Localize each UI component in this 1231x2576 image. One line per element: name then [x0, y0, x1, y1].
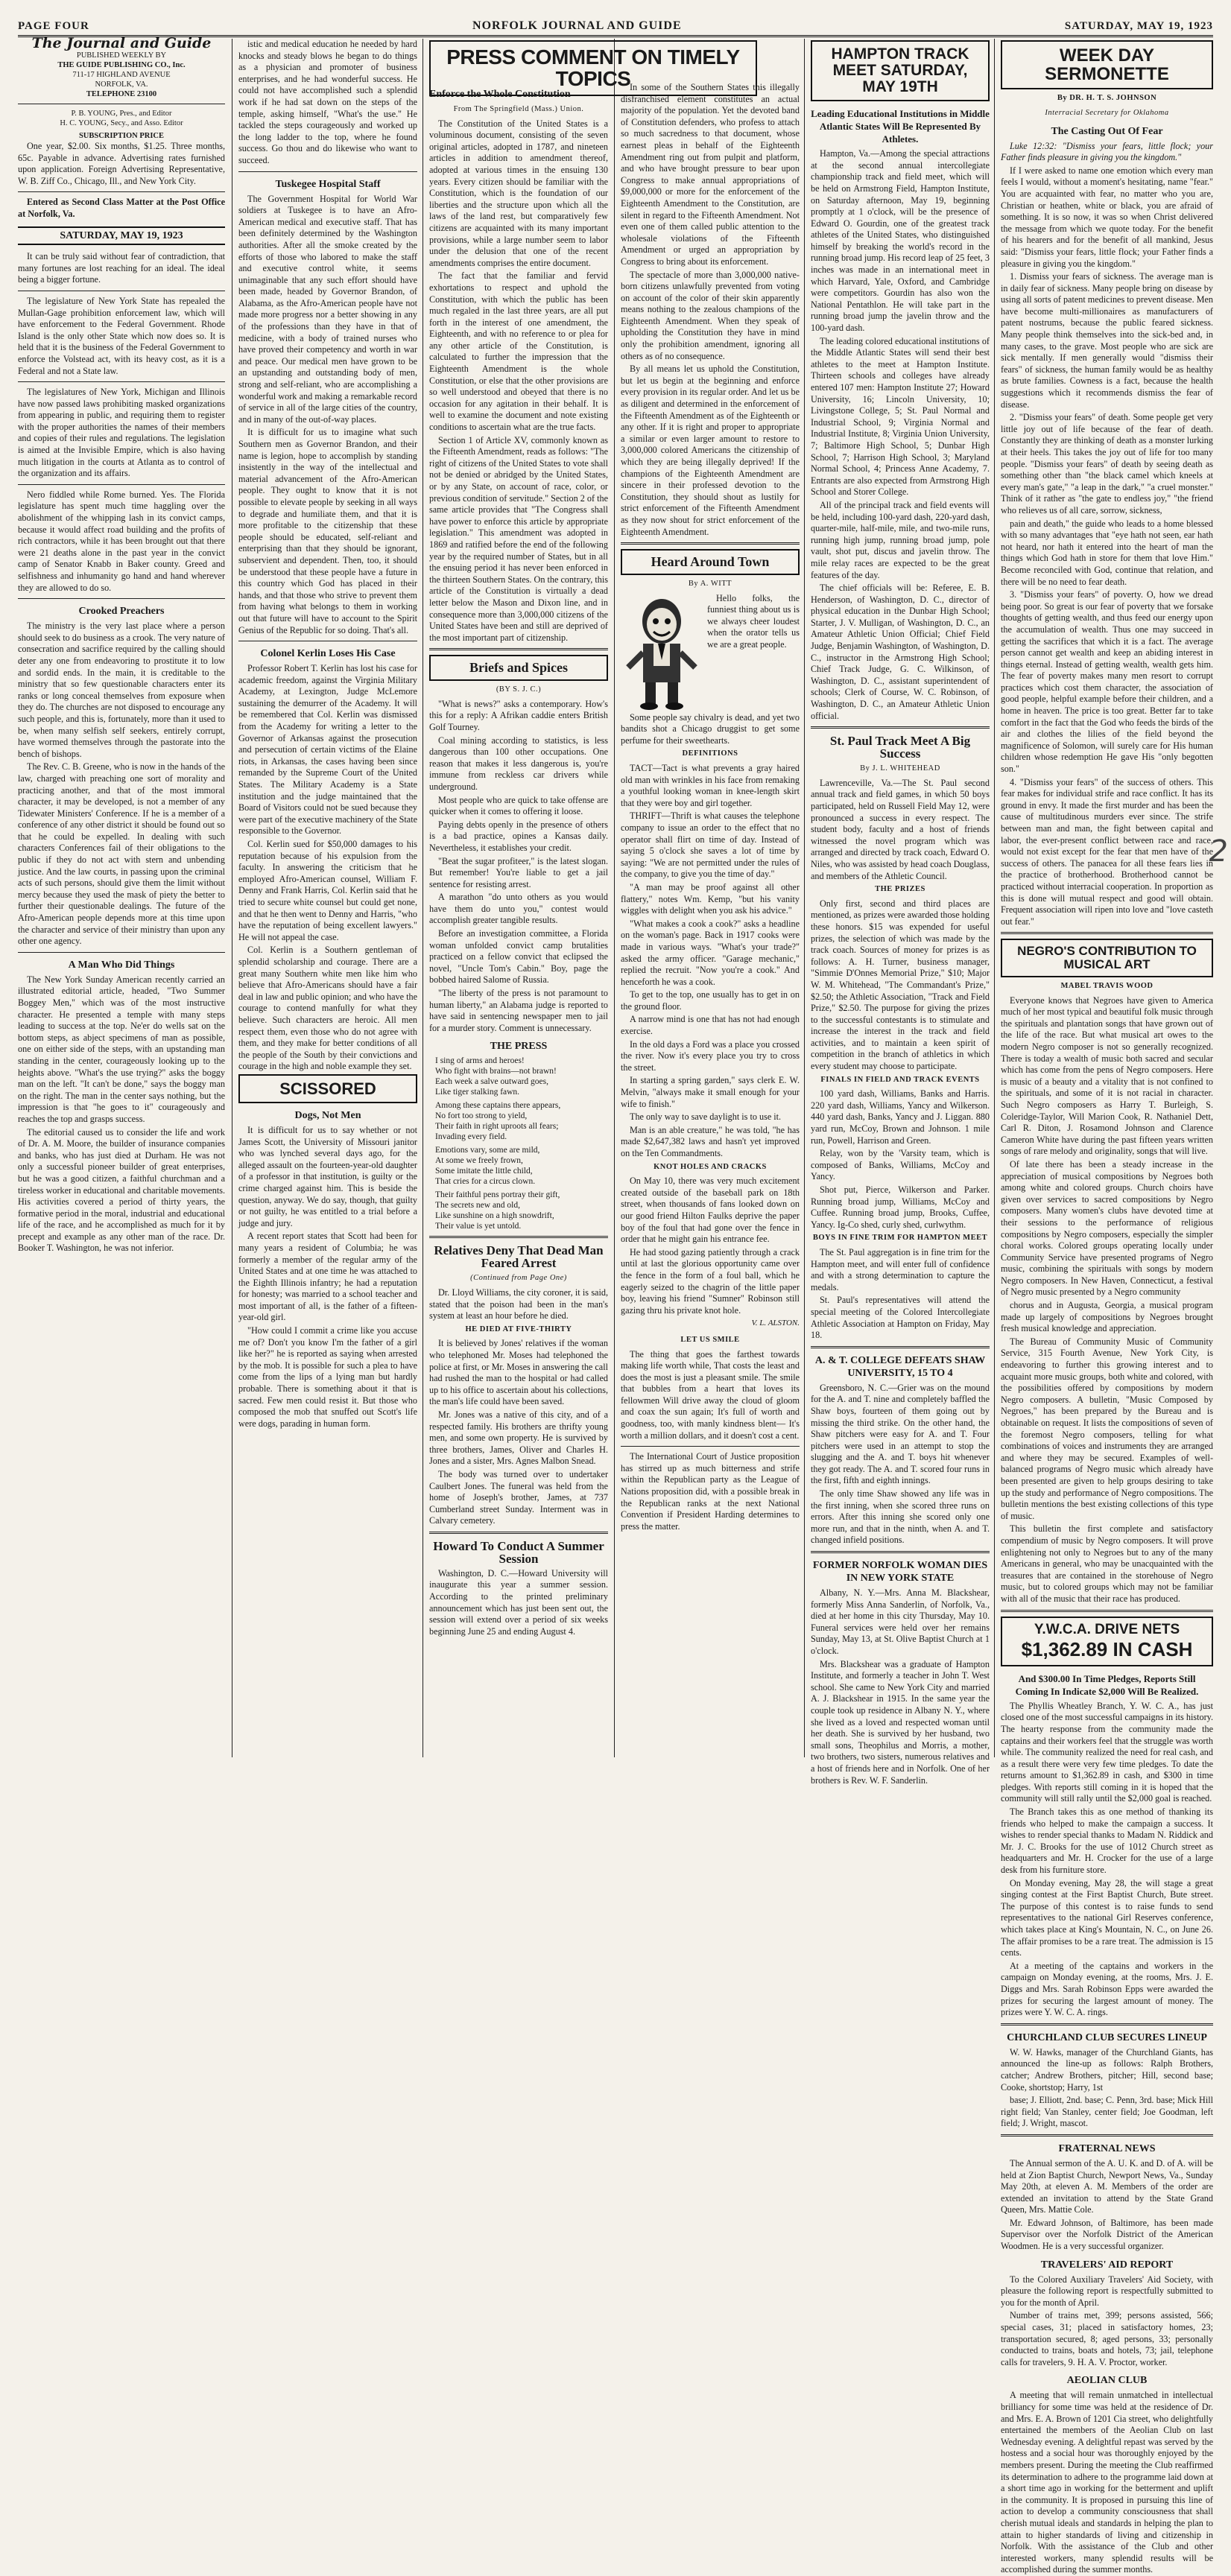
subscription-heading: SUBSCRIPTION PRICE — [78, 132, 165, 140]
negro-byline: MABEL TRAVIS WOOD — [1060, 982, 1154, 991]
ywca-headline-line-1: Y.W.C.A. DRIVE NETS — [1034, 1621, 1180, 1637]
ywca-subhead: And $300.00 In Time Pledges, Reports Still Coming In Indicate $2,000 Will Be Realized. — [1015, 1672, 1199, 1697]
aeolian-paragraph: A meeting that will remain unmatched in intellectual brilliancy for some time was held at the residence of Dr. and Mrs. E. A. Brown of 1201 Cia street, who delightfully entertained the members of the Aeolian Club on last Wednesday evening. A delightful repast was served by the hostess and a social hour was thoroughly enjoyed by the members present. During the meeting the Club reaffirmed its determination to adhere to the programme laid down at a short time ago in working for the betterment and uplift in the community. It is proposed in pursuing this line of action to develop a community consciousness that shall cherish mutual ideals and standards in helping the plan to attain to higher standards of living and citizenship in Norfolk. With the assistance of the Club and other interested workers, many splendid results will be accomplished during the summer months. — [1001, 2390, 1213, 2575]
headline-fraternal-news: FRATERNAL NEWS — [1058, 2142, 1156, 2154]
hampton-paragraph: The leading colored educational institutions of the Middle Atlantic States will send their best athletes to the meet at Hampton Institute. Thirteen schools and colleges have already entered 107 men: Hampton Institute 27; Howard University, 16; Lincoln University, 10; Livingstone College, 5; St. Paul Normal and Industrial School, 9; Virginia Normal and Industrial Institute, 8; Virginia Union University, 7; Baltimore High School, 5; Dunbar High School, 7; Harrison High School, 3; Maryland Normal School, 4; Princess Anne Academy, 7. Entrants are also expected from Armstrong High School and Storer College. — [811, 335, 990, 498]
relatives-continued: (Continued from Page One) — [470, 1274, 567, 1283]
ywca-paragraph: At a meeting of the captains and workers in the campaign on Monday evening, at the rooms, Mrs. J. E. Diggs and Mrs. Sarah Robinson Epps were awarded the prizes for securing the largest amount of money. The prizes were Y. W. C. A. rings. — [1001, 1960, 1213, 2018]
column-sermonette — [1001, 39, 1213, 2575]
headline-howard-summer-session: Howard To Conduct A Summer Session — [433, 1538, 604, 1566]
prizes-heading: THE PRIZES — [875, 885, 925, 894]
editorial-paragraph: It is difficult for us to imagine what such Southern men as Governor Brandon, and their name is legion, hope to accomplish by standing insistently in the way of the intellectual and material advancement of the Afro-American people. They ought to know that it is not possible to elevate people by seeking in all ways to degrade and humiliate them, and that it is more profitable to the citizenship that these people should be educated, self-reliant and enterprising than that they should be ignorant, subservient and dependent. Then, too, it should be understood that these people have a future in this country which God has placed in their hands, and that those who strive to prevent them from having what belongs to them in working out that future will have to account to the Spirit Genius of the Republic for so doing. That's all. — [238, 427, 417, 635]
headline-relatives-deny: Relatives Deny That Dead Man Feared Arrest — [434, 1243, 604, 1271]
music-paragraph: The Bureau of Community Music of Community Service, 315 Fourth Avenue, New York City, is endeavoring to further this growing interest and to acquaint more music groups, both white and colored, with the possibilities offered by compositions by modern Negro composers. A bulletin, "Music Composed by Negroes," has been prepared by the Bureau and is obtainable on request. It lists the compositions of seven of the foremost Negro composers, telling for what combinations of voices and instruments they are arranged and where they may be secured. Examples of well-balanced programs of Negro music which already have been presented are given to help groups desiring to take up the study and performance of Negro compositions. The bulletin mentions the best existing collections of this type of music. — [1001, 1336, 1213, 1521]
sermonette-paragraph: 2. "Dismiss your fears" of death. Some people get very little joy out of life because of the fear of death. Constantly they are thinking of death as a monster lurking at their heels. This takes the joy out of life for too many people. "Dismiss your fears" of death by seeing death as something other than "the black camel which kneels at every man's gate," "a leap in the dark," "a cruel monster." Think of it rather as "the gate to endless joy," "the friend who relieves us of all care, sorrow, sickness, — [1001, 412, 1213, 515]
sermonette-byline: By DR. H. T. S. JOHNSON — [1057, 94, 1157, 103]
sermonette-paragraph: 1. Dismiss your fears of sickness. The average man is in daily fear of sickness. Many people bring on disease by using all sorts of patent medicines to prevent disease. Men have become multi-millionaires as manufacturers of patent nostrums, because the public feared sickness. Many people think themselves into the sick-bed and, in many cases, to the grave. Most people who are sick are sick mentally. If men generally would "dismiss their fears" of sickness, the human family would be as healthy as brute families. Cowness is a fact, because the health suggestions which it recommends dismiss the fear of disease. — [1001, 271, 1213, 410]
heard-paragraph: The thing that goes the farthest towards making life worth while, That costs the least and does the most is just a pleasant smile. The smile that bubbles from a heart that loves its fellowmen Will drive away the cloud of gloom and coax the sun again; It's full of worth and goodness, too, with manly kindness blent— It's worth a million dollars, and it doesn't cost a cent. — [621, 1348, 800, 1441]
editorial-paragraph: It can be truly said without fear of contradiction, that many fortunes are lost reaching for an ideal. The ideal being a bigger fortune. — [18, 251, 225, 285]
headline-the-press: THE PRESS — [490, 1041, 548, 1053]
masthead — [18, 35, 225, 141]
caricature-illustration — [621, 593, 703, 712]
ywca-headline-line-2: $1,362.89 IN CASH — [1021, 1638, 1193, 1661]
fraternal-paragraph: The Annual sermon of the A. U. K. and D. of A. will be held at Zion Baptist Church, Newport News, Va., Sunday May 20th, at eleven A. M. Members of the order are extended an invitation to attend by the State Grand Queen, Mrs. Mattie Cole. — [1001, 2157, 1213, 2215]
masthead-line: TELEPHONE 23100 — [86, 90, 157, 98]
press-paragraph: By all means let us uphold the Constitution, but let us begin at the beginning and enforce every provision in its regular order. And let us be as diligent and determined in the enforcement of the Fifteenth Amendment as of the Eighteenth or any other. If it is right and proper to appropriate a similar or even larger amount to restore to 3,000,000 colored Americans the citizenship of which they are being illegally deprived! If the champions of the Eighteenth Amendment are sincere in their professed devotion to the Constitution, they should shout as lustily for strict enforcement of the Fifteenth Amendment as they now shout for strict enforcement of the Eighteenth Amendment. — [621, 364, 800, 537]
at-paragraph: The only time Shaw showed any life was in the first inning, when she scored three runs on errors. After this inning she scored only one more run, and that in the ninth, when A. and T. changed infield positions. — [811, 1488, 990, 1546]
column-press-2 — [621, 39, 800, 1757]
heard-around-town-heading: Heard Around Town — [621, 549, 800, 575]
relatives-paragraph: It is believed by Jones' relatives if the woman who telephoned Mr. Moses had telephoned the police at first, or Mr. Moses in answering the call had rushed the man to the hospital or had called up to his office to ascertain about his collections, the man's life could have been saved. — [429, 1338, 608, 1407]
briefs-byline: (BY S. J. C.) — [496, 685, 542, 694]
music-paragraph: chorus and in Augusta, Georgia, a musical program made up largely of compositions by Negroes brought fresh musical knowledge and appreciation. — [1001, 1300, 1213, 1334]
press-paragraph: The fact that the familiar and fervid exhortations to respect and uphold the Constitution, with which the public has been much regaled in the last three years, are all put forth in the interest of one amendment, the Eighteenth, and with no reference to or plea for any other article of the Constitution, is calculated to further the impression that the Eighteenth Amendment is the whole Constitution, or else that the other provisions are so well understood and obeyed that there is no occasion for any agitation in their behalf. It is well to examine the document and note existing conditions to ascertain what are the true facts. — [429, 270, 608, 433]
heard-paragraph: THRIFT—Thrift is what causes the telephone company to issue an order to the effect that no operator shall flirt on time of day. Instead of saying 5 o'clock she saves a lot of time by saying: "We are not permitted under the rules of the company, to give you the time of day." — [621, 810, 800, 880]
folio-line — [18, 13, 1213, 37]
hampton-subhead: Leading Educational Institutions in Middle Atlantic States Will Be Represented By Athletes. — [811, 108, 990, 145]
brief-item: "Beat the sugar profiteer," is the latest slogan. But remember! You're liable to get a jail sentence for resisting arrest. — [429, 855, 608, 889]
heard-paragraph: Man is an able creature," he was told, "he has made $2,647,382 laws and hasn't yet improved on the Ten Commandments. — [621, 1124, 800, 1159]
brief-item: Coal mining according to statistics, is less dangerous than 100 other occupations. One reason that makes it less dangerous is, you're immune from reckless car drivers while underground. — [429, 735, 608, 792]
press-comment-banner: PRESS COMMENT ON TIMELY TOPICS — [429, 40, 757, 96]
masthead-line: 711-17 HIGHLAND AVENUE — [72, 71, 171, 79]
masthead-line: NORFOLK, VA. — [95, 80, 148, 89]
sermonette-byline-2: Interracial Secretary for Oklahoma — [1045, 108, 1169, 117]
heard-paragraph: To get to the top, one usually has to get in on the ground floor. — [621, 989, 800, 1012]
editorial-paragraph: istic and medical education he needed by hard knocks and steady blows he began to do things as a physician and promoter of business enterprises, and he had wonderful success. He could not have accomplished such a splendid work if he had sat down on the steps of the temple, asking himself, "What's the use." He tackled the steps courageously and worked up the long ladder to the top, where he found success. Go thou and do likewise who want to succeed. — [238, 39, 417, 165]
fraternal-paragraph: Mr. Edward Johnson, of Baltimore, has been made Supervisor over the Norfolk District of the American Woodmen. He is a very successful organizer. — [1001, 2217, 1213, 2252]
sermonette-paragraph: pain and death," the guide who leads to a home blessed with so many advantages that "eye hath not seen, ear hath not heard, nor hath it entered into the heart of man the things which God hath in store for them that love Him." Become reconciled with God, continue that relation, and there will be no need to fear death. — [1001, 518, 1213, 587]
hampton-paragraph: Hampton, Va.—Among the special attractions at the second annual intercollegiate championship track and field meet, which will be held on Armstrong Field, Hampton Institute, on Saturday afternoon, May 19, beginning promptly at 1 o'clock, will be the presence of Edward O. Gourdin, one of the greatest track athletes of the United States, who distinguished himself by breaking the world's record in the running broad jump. His record leap of 25 feet, 3 inches was made in an international meet in which Harvard, Yale, Oxford, and Cambridge were competitors. Gourdin has also won the National Pentathlon. He will take part in the running broad jump the javelin throw and the 100-yard dash. — [811, 148, 990, 334]
editorial-date: SATURDAY, MAY 19, 1923 — [18, 226, 225, 246]
heard-paragraph: The only way to save daylight is to use it. — [630, 1111, 782, 1123]
heard-paragraph: A narrow mind is one that has not had enough exercise. — [621, 1014, 800, 1037]
heard-paragraph: In the old days a Ford was a place you crossed the river. Now it's every place you try to cross the street. — [621, 1038, 800, 1073]
entered-notice: Entered as Second Class Matter at the Post Office at Norfolk, Va. — [18, 197, 225, 219]
ywca-headline — [1001, 1617, 1213, 1666]
headline-at-college: A. & T. COLLEGE DEFEATS SHAW UNIVERSITY, 15 TO 4 — [814, 1354, 986, 1379]
heard-paragraph: On May 10, there was very much excitement created outside of the baseball park on 18th street, when thousands of fans looked down on our good friend Hilton Faulks deprive the paper boy of the foul that had gone over the fence in order that he might gain his entrance fee. — [621, 1176, 800, 1245]
briefs-heading: Briefs and Spices — [429, 655, 608, 681]
definitions-heading: DEFINITIONS — [682, 749, 738, 758]
hampton-paragraph: The chief officials will be: Referee, E. B. Henderson, of Washington, D. C., director of physical education in the Dunbar High School; Starter, J. V. Mulligan, of Washington, D. C., an Amateur Athletic Union Official; Chief Field Judge, Benjamin Washington, of Washington, D. C., instructor in the Armstrong High School; Chief Track Judge, G. C. Wilkinson, of Washington, D. C., assistant superintendent of schools; Clerk of Course, W. C. Robinson, of Washington, D. C., an Amateur Athletic Union official. — [811, 583, 990, 721]
st-paul-paragraph: St. Paul's representatives will attend the special meeting of the Colored Intercollegiate Athletic Association at Hampton on Friday, May 18. — [811, 1295, 990, 1341]
press-paragraph: The Constitution of the United States is a voluminous document, consisting of the seven original articles, adopted in 1787, and nineteen articles in addition to amendment thereof, adopted at various times in the ensuing 130 years. Every citizen should be familiar with the Constitution, which is the foundation of our liberties and the structure upon which all the laws of the land rest, but comparatively few citizens are acquainted with its many important provisions, while a large number seem to labor under the delusion that one of the recent amendments comprises the entire document. — [429, 118, 608, 268]
music-paragraph: This bulletin the first complete and satisfactory compendium of music by Negro composers. It will prove enlightening not only to Negroes but to any of the many Americans in general, who may be unacquainted with the treasures that are contained in the storehouse of Negro music, but to colored groups which may not be familiar with all of the music that their race has produced. — [1001, 1523, 1213, 1604]
headline-former-norfolk-woman: FORMER NORFOLK WOMAN DIES IN NEW YORK STATE — [812, 1560, 988, 1584]
headline-kerlin-case: Colonel Kerlin Loses His Case — [260, 648, 396, 660]
former-paragraph: Mrs. Blackshear was a graduate of Hampton Institute, and formerly a teacher in John T. West school. She came to New York City and married A. J. Blackshear in 1915. In the same year the couple took up residence in Albany N. Y., where she lived as a loved and respected woman until her death. She is survived by her husband, two small sons, Theophilus and Morris, a mother, two brothers, two sisters, numerous relatives and a host of friends here and in Norfolk. One of her brothers is Rev. W. F. Sanderlin. — [811, 1658, 990, 1786]
press-paragraph: Section 1 of Article XV, commonly known as the Fifteenth Amendment, reads as follows: "The right of citizens of the United States to vote shall not be denied or abridged by the United States, or by any State, on account of race, color, or previous condition of servitude." Section 2 of the same article provides that "The Congress shall have power to enforce this article by appropriate legislation." This amendment was adopted in 1869 and ratified before the end of the following year by the required number of States, but in all the ensuing period it has never been enforced in the thirteen Southern States. On the contrary, this article of the Constitution is virtually a dead letter below the Mason and Dixon line, and in consequence more than 3,000,000 citizens of the United States have been and still are deprived of the most important part of citizenship. — [429, 434, 608, 643]
heard-paragraph: Hello folks, the funniest thing about us is we always cheer loudest when the orator tells us we are a great people. — [707, 592, 800, 650]
signature: V. L. ALSTON. — [751, 1319, 800, 1328]
editorial-paragraph: The ministry is the very last place where a person should seek to do business as a crook. The very nature of consecration and sacrifice required by the calling should deter any one from endeavoring to prostitute it to low and sordid ends. In the main, it is creditable to the ministry that so few questionable characters enter its ranks or long conceal themselves from exposure when they do. The churches are not disposed to encourage any such people, and this is, fortunately, more than it used to be, when many selfish self seekers, entirely corrupt, have wormed themselves through the pastorate into the bench of bishops. — [18, 621, 225, 759]
press-paragraph: In some of the Southern States this illegally disfranchised element constitutes an actual majority of the population. Yet the devoted band of Constitution defenders, who profess to attach so much sacredness to that document, whose earnest pleas in behalf of the Eighteenth Amendment ring out from pulpit and platform, and who have brought pressure to bear upon Congress to make annual appropriations of $9,000,000 or more for the enforcement of the Eighteenth Amendment to the Constitution, are silent in regard to the Fifteenth Amendment. Not even one of them called public attention to the wholesale violations of the Fifteenth Amendment or urged an appropriation by Congress to bring about its enforcement. — [621, 82, 800, 267]
editorial-paragraph: The New York Sunday American recently carried an illustrated editorial article, headed, "Two Summer Boggey Men," which was of the most instructive character. He presented a temple with many steps leading to success at the top. Ne'er do wells sat on the bottom steps, as abject specimens of man as possible, one on either side of the steps, with an upstanding man standing in the center, courageously looking up to the heights above. "What's the use trying?" asks the boggy man on the left. "It can't be done," says the boggy man on the right. The man in the center says nothing, but the impression is that "he goes to it" courageously and reaches the top and grasps success. — [18, 974, 225, 1124]
at-paragraph: Greensboro, N. C.—Grier was on the mound for the A. and T. nine and completely baffled the Shaw boys, fourteen of them going out by missing the third strike. On the other hand, the Shaw pitchers were easy for A. and T. Four pitchers were used in an attempt to stop the slugging and the A. and T. boys hit whenever they got ready. The A. and T. scored four runs in the first, fifth and eighth innings. — [811, 1382, 990, 1486]
howard-paragraph: Washington, D. C.—Howard University will inaugurate this year a summer session. According to the printed preliminary announcement which has just been sent out, the session will extend over a period of six weeks beginning June 25 and ending August 4. — [429, 1567, 608, 1637]
let-us-smile-heading: LET US SMILE — [680, 1335, 740, 1344]
scissored-heading: SCISSORED — [238, 1074, 417, 1103]
sermonette-paragraph: If I were asked to name one emotion which every man feels I would, without a moment's hesitating, name "fear." You are acquainted with fear, no matter who you are, Christian or heathen, white or black, you are afraid of something. It is so now, it was so when Christ delivered the message from which we quote today. For the benefit of his hearers and for the benefit of all mankind, Jesus said: "Dismiss your fears, little flock; your Father finds a pleasure in giving you the kingdom." — [1001, 165, 1213, 269]
column-editorials-2 — [238, 39, 417, 1757]
handwritten-margin-number: 2 — [1209, 834, 1228, 869]
headline-dogs-not-men: Dogs, Not Men — [294, 1109, 361, 1121]
relatives-paragraph: Dr. Lloyd Williams, the city coroner, it is said, stated that the poison had been in the man's system at least an hour before he died. — [429, 1287, 608, 1322]
editorial-paragraph: Col. Kerlin sued for $50,000 damages to his reputation because of his expulsion from the faculty. In answering the criticism that he employed Afro-American counsel, William F. Denny and Frank Harris, Col. Kerlin said that he tried to secure white counsel but could get none, and that he then went to Denny and Harris, "who have the reputation of being excellent lawyers." He will not appeal the case. — [238, 839, 417, 942]
headline-tuskegee-hospital: Tuskegee Hospital Staff — [275, 178, 381, 190]
headline-travelers-aid: TRAVELERS' AID REPORT — [1040, 2259, 1174, 2271]
headline-crooked-preachers: Crooked Preachers — [78, 606, 165, 618]
travelers-paragraph: To the Colored Auxiliary Travelers' Aid Society, with pleasure the following report is respectfully submitted to you for the month of April. — [1001, 2274, 1213, 2308]
editorial-paragraph: The editorial caused us to consider the life and work of Dr. A. M. Moore, the builder of insurance companies and banks, who has just died at Durham. He was not only a successful pioneer builder of great enterprises, but he was a good citizen, a faithful churchman and a tireless worker in educational and charitable movements. His activities covered a period of thirty years, the formative period in the moral, industrial and educational life of the race, and he accomplished as much for it by precept and example as any other man of the race. Dr. Booker T. Washington, he was not inferior. — [18, 1126, 225, 1254]
masthead-line: PUBLISHED WEEKLY BY — [76, 51, 167, 60]
sermonette-banner: WEEK DAY SERMONETTE — [1001, 40, 1213, 89]
headline-st-paul-track-meet: St. Paul Track Meet A Big Success — [829, 734, 971, 761]
heard-paragraph: The International Court of Justice proposition has stirred up as much bitterness and strife within the Republican party as the League of Nations proposition did, with a possible break in the Republican ranks at the next National Convention if President Harding determines to press the matter. — [621, 1451, 800, 1532]
ywca-paragraph: The Phyllis Wheatley Branch, Y. W. C. A., has just closed one of the most successful campaigns in its history. The hearty response from the community made the captains and their workers feel that the struggle was worth while. The community realized the need for real cash, and as a result there were very few time pledges. To date the returns amount to $1,362.89 in cash, and $300 in time pledges. With reports still coming in it is hoped that the community will still rally until the $2,000 goal is reached. — [1001, 1700, 1213, 1804]
st-paul-paragraph: Only first, second and third places are mentioned, as prizes were awarded those holding these honors. $15 was expended for useful prizes, the selection of which was made by the track coach. Sources of money for prizes is as follows: A. H. Turner, business manager, "Simmie D'Onnes Memorial Prize," $10; Major W. M. Whitehead, "The Commandant's Prize," $2.50; the Athletic Association, "Track and Field Prize," $2.50. The purpose for giving the prizes to the successful contestants is to stimulate and increase the interest in the track and field activities, and to maintain a keen spirit of competition in the branch of athletics in which every student may choose to participate. — [811, 898, 990, 1072]
music-paragraph: Everyone knows that Negroes have given to America much of her most typical and beautiful folk music through the spirituals and plantation songs that have grown out of the life of the race. But what musical art owes to the modern Negro composer is not so generally recognized. There is today a wealth of music both sacred and secular which has come from the pens of Negro composers. Here is music of a beauty and a vitality that is not confined to the spirituals, and some of it is not racial in character. Such Negro composers as Harry T. Burleigh, S. Coleridge-Taylor, Will Marion Cook, R. Nathaniel Dett, Carl R. Diton, J. Rosamond Johnson and Clarence Cameron White have during the past fifteen years written songs of rare melody and originality, songs that will live. — [1001, 994, 1213, 1157]
sermonette-paragraph: 4. "Dismiss your fears" of the success of others. This fear makes for individual strife and race conflict. It has its ground in envy. It made the first murder and has been the cause of multitudinous murders ever since. The strife between man and man, the fight between capital and labor, the ever-present conflict between race and race, would not exist except for the fear that men have of the success of others. The panacea for all these fears lies in the practice of brotherhood. Brotherhood cannot be practiced without interracial cooperation. In proportion as this is done will mutual respect and good will obtain. Frequent association will ripen into love and "love casteth out fear." — [1001, 776, 1213, 927]
editorial-paragraph: The legislatures of New York, Michigan and Illinois have now passed laws prohibiting masked organizations from appearing in public, and requiring them to register with the proper authorities the names of their members and copies of their rules and regulations. The legislation is aimed at the Invisible Empire, which is also having much litigation in the courts at Atlanta as to control of the organization and its affairs. — [18, 387, 225, 479]
heard-paragraph: TACT—Tact is what prevents a gray haired old man with wrinkles in his face from remaking a youthful looking woman in knee-length skirt that they were boy and girl together. — [621, 763, 800, 808]
ywca-paragraph: On Monday evening, May 28, the will stage a great singing contest at the First Baptist Church, Bute street. The purpose of this contest is to raise funds to send representatives to the national Girl Reserves conference, which takes place at King's Mountain, N. C., on June 26. The affair promises to be a rare treat. The admission is 15 cents. — [1001, 1877, 1213, 1958]
brief-item: "The liberty of the press is not paramount to human liberty," an Alabama judge is reported to have said in sentencing newspaper men to jail for a murder story. Comment is unnecessary. — [429, 988, 608, 1033]
editorial-paragraph: "How could I commit a crime like you accuse me of? Don't you know I'm the father of a girl like her?" he is reported as saying when arrested by the mob. It is possible for such a plea to have come from the lips of a lying man but hardly probable. There is something about it that is sacred. Few men could resist it. But those who composed the mob that snuffed out Scott's life were dogs, parading in human form. — [238, 1325, 417, 1429]
folio-date: SATURDAY, MAY 19, 1923 — [1064, 20, 1213, 32]
churchland-paragraph: base; J. Elliott, 2nd. base; C. Penn, 3rd. base; Mick Hill right field; Van Stanley, center field; Joe Goodman, left field; J. Wright, mascot. — [1001, 2095, 1213, 2129]
relatives-paragraph: Mr. Jones was a native of this city, and of a respected family. His brothers are thrifty young men, and some own property. He is survived by three brothers, James, Oliver and Charles H. Jones and a sister, Mrs. Agnes Malbon Snead. — [429, 1409, 608, 1467]
editorial-paragraph: The legislature of New York State has repealed the Mullan-Gage prohibition enforcement law, which will have enforcement to the Federal Government. Rhode Island is the only other State which now does so. It is held that it is the business of the Federal Government to enforce the Volstead act, with its heavy cost, as it is a Federal and not a State law. — [18, 295, 225, 376]
poem-the-press: I sing of arms and heroes! Who fight with brains—not brawn! Each week a salve outward goes, Like tiger stalking fawn. Among these captains there appears, No fort too strong to yield, Their faith in right uproots all fears; Invading every field. Emotions vary, some are mild, At some we freely frown, Some imitate the little child, That cries for a circus clown. Their faithful pens portray their gift, The secrets new and old, Like sunshine on a high snowdrift, Their value is yet untold. — [435, 1056, 561, 1231]
editorial-paragraph: Col. Kerlin is a Southern gentleman of splendid scholarship and courage. There are a great many Southern white men like him who believe that Afro-Americans should have a fair deal in law and public opinion; and who have the courage to contend manfully for what they believe. Such characters are heroic. All men respect them, even those who do not agree with them, and they make for better conditions of all the people of the South by their convictions and courage in the high and noble example they set. — [238, 945, 417, 1072]
st-paul-paragraph: The St. Paul aggregation is in fine trim for the Hampton meet, and will enter full of confidence and with a strong determination to capture the medals. — [811, 1246, 990, 1292]
heard-byline: By A. WITT — [688, 580, 732, 589]
masthead-line: THE GUIDE PUBLISHING CO., Inc. — [57, 61, 186, 69]
editorial-paragraph: A recent report states that Scott had been for many years a resident of Columbia; he was formerly a member of the regular army of the United States and at one time he was attached to the Eighth Illinois infantry; he had a reputation for honesty; was married to a school teacher and most important of all, is the father of a fifteen-year-old girl. — [238, 1231, 417, 1323]
masthead-officer: H. C. YOUNG, Secy., and Asso. Editor — [60, 119, 183, 127]
sermonette-paragraph: 3. "Dismiss your fears" of poverty. O, how we dread being poor. So great is our fear of poverty that we forsake thoughts of getting wealth, and thus feed our energy upon the accumulation of wealth. Thus one may succeed in getting the sacrifices that which it is a fact. The average person cannot get wealth and keep an abiding interest in things eternal. Instead of getting wealth, wealth gets him. The fear of poverty makes many men resort to corrupt practices which cost them character, the association of good people, helpful example before their children, and a home in heaven. The price is too great. Better far to take comfort in the fact that the God who feeds the birds of the air and clothes the lilies of the field beyond the magnificence of Solomon, will surely care for His human children whose redemption He gave His "only begotten son." — [1001, 589, 1213, 775]
editorial-paragraph: The Rev. C. B. Greene, who is now in the hands of the law, charged with preaching one sort of morality and practicing another, and that of the most immoral character, it may be developed, is not a member of any Tidewater Ministers' Conference. If he is a member of a conference of any other district it should be found out so that he could be expelled. In dealing with such characters Conferences fail of their obligations to the public if they do not act with stern and unbending justice. And the law courts, in passing upon the criminal acts of such persons, should give them the limit without mercy because they used the mask of piety the better to further their questionable dealings. The future of the Afro-American people depends more at this time upon the character and service of their ministry than upon any other one agency. — [18, 761, 225, 947]
heard-paragraph: Some people say chivalry is dead, and yet two bandits shot a Chicago druggist to get some perfume for their sweethearts. — [621, 711, 800, 746]
column-press-1 — [429, 39, 608, 1757]
headline-aeolian-club: AEOLIAN CLUB — [1066, 2375, 1148, 2387]
former-paragraph: Albany, N. Y.—Mrs. Anna M. Blackshear, formerly Miss Anna Sanderlin, of Norfolk, Va., died at her home in this city Thursday, May 10. Funeral services were held over her remains Sunday, May 13, at St. Olive Baptist Church at 1 o'clock. — [811, 1587, 990, 1657]
st-paul-byline: By J. L. WHITEHEAD — [860, 764, 940, 773]
sermonette-text: Luke 12:32: "Dismiss your fears, little flock; your Father finds pleasure in giving you the kingdom." — [1001, 140, 1213, 163]
boys-in-trim-heading: BOYS IN FINE TRIM FOR HAMPTON MEET — [812, 1234, 988, 1243]
brief-item: Before an investigation committee, a Florida woman unfolded convict camp brutalities practiced on a fellow convict that eclipsed the novel, "Uncle Tom's Cabin." Boy, page the bobbed haired Salome of Russia. — [429, 928, 608, 986]
hampton-track-meet-headline: HAMPTON TRACK MEET SATURDAY, MAY 19TH — [811, 40, 990, 101]
column-sports — [811, 39, 990, 1786]
press-source: From The Springfield (Mass.) Union. — [453, 105, 584, 113]
brief-item: A marathon "do unto others as you would have them do unto you," contest would accomplish greater tangible results. — [429, 892, 608, 926]
masthead-officer: P. B. YOUNG, Pres., and Editor — [71, 110, 172, 118]
brief-item: "What is news?" asks a contemporary. How's this for a reply: A Afrikan caddie enters British Golf Tourney. — [429, 698, 608, 732]
editorial-paragraph: It is difficult for us to say whether or not James Scott, the University of Missouri janitor who was lynched several days ago, for the alleged assault on the fourteen-year-old daughter of a professor in that institution, is guilty or the crime charged against him. This is beside the question, anyway. We do say, though, that guilty or not guilty, he was entitled to a trial before a judge and jury. — [238, 1124, 417, 1228]
heard-paragraph: He had stood gazing patiently through a crack until at last the glorious opportunity came over the fence in the form of a foul ball, which he eagerly seized to the chagrin of the little paper boy, leaving his friend "Sumner" Robinson still gazing thru his private knot hole. — [621, 1246, 800, 1316]
hampton-paragraph: All of the principal track and field events will be held, including 100-yard dash, 220-yard dash, quarter-mile, half-mile, mile, and two-mile runs, running high jump, running broad jump, pole vault, shot put, discus and javelin throw. The mile relay races are expected to be the great features of the day. — [811, 499, 990, 580]
heard-paragraph: "What makes a cook a cook?" asks a headline on the woman's page. Back in 1917 cooks were made in various ways. "What's your trade?" asked the army officer. "Garage mechanic," replied the recruit. "Now you're a cook." And henceforth he was a cook. — [621, 918, 800, 987]
subscription-text: One year, $2.00. Six months, $1.25. Three months, 65c. Payable in advance. Advertising rates furnished upon application. Foreign Advertising Representative, W. B. Ziff Co., Chicago, Ill., and New York City. — [18, 141, 225, 186]
headline-casting-out-fear: The Casting Out Of Fear — [1051, 125, 1163, 137]
st-paul-paragraph: Lawrenceville, Va.—The St. Paul second annual track and field games, in which 50 boys participated, held on Russell Field May 12, were pronounced a success in every respect. The student body, faculty and a host of friends witnessed the novel program which was arranged and directed by track coach, Edward O. Niles, who was assisted by head coach Douglass, and members of the Athletic Council. — [811, 777, 990, 881]
folio-page-number: PAGE FOUR — [18, 20, 89, 32]
press-paragraph: The spectacle of more than 3,000,000 native-born citizens unlawfully prevented from voting on account of the color of their skin apparently means nothing to the zealous champions of the Eighteenth Amendment. When they speak of upholding the Constitution they have in mind only the prohibition amendment, ignoring all others as of no consequence. — [621, 269, 800, 361]
heard-paragraph: "A man may be proof against all other flattery," notes Wm. Kemp, "but his vanity wiggles with delight when you ask his advice." — [621, 881, 800, 916]
music-paragraph: Of late there has been a steady increase in the appreciation of musical compositions by Negroes both among white and colored groups. Church choirs have given over services to sacred compositions by Negro composers. Many women's clubs have devoted time at their sessions to the performance of religious compositions by Negro composers, especially the simpler choral works. Colored groups operating locally under Community Service have presented programs of Negro music, combining the spirituals with songs by modern Negro composers. In New Haven, Connecticut, a festival of Negro music presented by a Negro community — [1001, 1158, 1213, 1298]
editorial-paragraph: Professor Robert T. Kerlin has lost his case for academic freedom, against the Virginia Military Academy, at Lexington, Judge McLemore sustaining the demurrer of the Academy. It will be remembered that Col. Kerlin was dismissed from the Academy for writing a letter to the Governor of Arkansas against the prosecution and persecution of certain victims of the Elaine riots, in Arkansas, the cases having been since remanded by the Supreme Court of the United States. The Military Academy is a State institution and the judge maintained that the Board of Visitors could not be sued because they were part of the executive machinery of the State responsible to the Governor. — [238, 663, 417, 837]
headline-churchland-club: CHURCHLAND CLUB SECURES LINEUP — [1007, 2031, 1207, 2043]
st-paul-paragraph: 100 yard dash, Williams, Banks and Harris. 220 yard dash, Williams, Yancy and Wilkerson. 440 yard dash, Banks, Yancy and J. Liggan. 880 yard run, McCoy, Brown and Johnson. 1 mile run, Powell, Harrison and Green. — [811, 1088, 990, 1146]
knot-holes-heading: KNOT HOLES AND CRACKS — [654, 1162, 767, 1171]
ywca-paragraph: The Branch takes this as one method of thanking its friends who helped to make the campaign a success. It wishes to render special thanks to Madam N. Riddick and Mr. J. C. Brooks for the use of 1012 Church street as headquarters and Mr. H. Crocker for the use of a large desk from his furniture store. — [1001, 1806, 1213, 1876]
brief-item: Paying debts openly in the presence of others is a bad practice, opines a Kansas daily. Nevertheless, it establishes your credit. — [429, 819, 608, 853]
negro-musical-art-banner: NEGRO'S CONTRIBUTION TO MUSICAL ART — [1001, 939, 1213, 977]
column-editorials-1 — [18, 35, 225, 1757]
st-paul-paragraph: Relay, won by the 'Varsity team, which is composed of Banks, Williams, McCoy and Yancy. — [811, 1148, 990, 1182]
churchland-paragraph: W. W. Hawks, manager of the Churchland Giants, has announced the line-up as follows: Ralph Brothers, catcher; Andrew Brothers, pitcher; Hill, second base; Cooke, shortstop; Harry, 1st — [1001, 2046, 1213, 2093]
editorial-paragraph: The Government Hospital for World War soldiers at Tuskegee is to have an Afro-American medical and executive staff. That has been definitely determined by the Washington authorities. After all the smoke created by the efforts of those who labored to make the staff and executive control white, it seems unimaginable that any such effort should have been made, headed by Governor Brandon, of Alabama, as the Afro-American people have not made more progress nor a better showing in any of the professions than they have in that of medicine, with a body of trained nurses who have proved their competency and worth in war and peace. Our medical men have grown to be an upstanding and outstanding body of men, strong and self-reliant, who are accomplishing a wonderful work and making a remarkable record of service in all of the large cities of the country, and in many of the out-of-way places. — [238, 193, 417, 425]
st-paul-paragraph: Shot put, Pierce, Wilkerson and Parker. Running broad jump, Williams, McCoy and Cuffee. Running broad jump, Brooks, Cuffee, Yancy. Ig-Co shed, curly shed, curlwythm. — [811, 1184, 990, 1230]
heard-paragraph: In starting a spring garden," says clerk E. W. Melvin, "always make it small enough for your wife to finish." — [621, 1075, 800, 1109]
travelers-paragraph: Number of trains met, 399; persons assisted, 566; special cases, 31; placed in satisfactory homes, 23; transportation secured, 8; aged persons, 33; personally conducted to trains, boats and hotels, 73; jail, telephone calls for travelers, 9. H. A. V. Proctor, worker. — [1001, 2310, 1213, 2367]
brief-item: Most people who are quick to take offense are quicker when it comes to offering it loose. — [429, 794, 608, 817]
relatives-paragraph: The body was turned over to undertaker Caulbert Jones. The funeral was held from the home of Joseph's brother, James, at 737 Cumberland street Sunday. Interment was in Calvary cemetery. — [429, 1468, 608, 1526]
headline-enforce-constitution: Enforce the Whole Constitution — [429, 89, 571, 100]
finals-heading: FINALS IN FIELD AND TRACK EVENTS — [820, 1075, 980, 1084]
relatives-subhead: HE DIED AT FIVE-THIRTY — [465, 1325, 572, 1333]
editorial-paragraph: Nero fiddled while Rome burned. Yes. The Florida legislature has spent much time haggling over the abolishment of the whipping lash in its convict camps, because it would affect road building and the profits of rich contractors, while it has been brought out that there were 21 deaths alone in the past year in the convict camp of Senator Knabb in Baker county. Greed and selfishness and inhumanity go hand and hand wherever they are allowed to do so. — [18, 489, 225, 593]
masthead-title: The Journal and Guide — [31, 35, 212, 51]
headline-a-man-who-did-things: A Man Who Did Things — [68, 959, 175, 971]
folio-paper-name: NORFOLK JOURNAL AND GUIDE — [472, 19, 682, 32]
